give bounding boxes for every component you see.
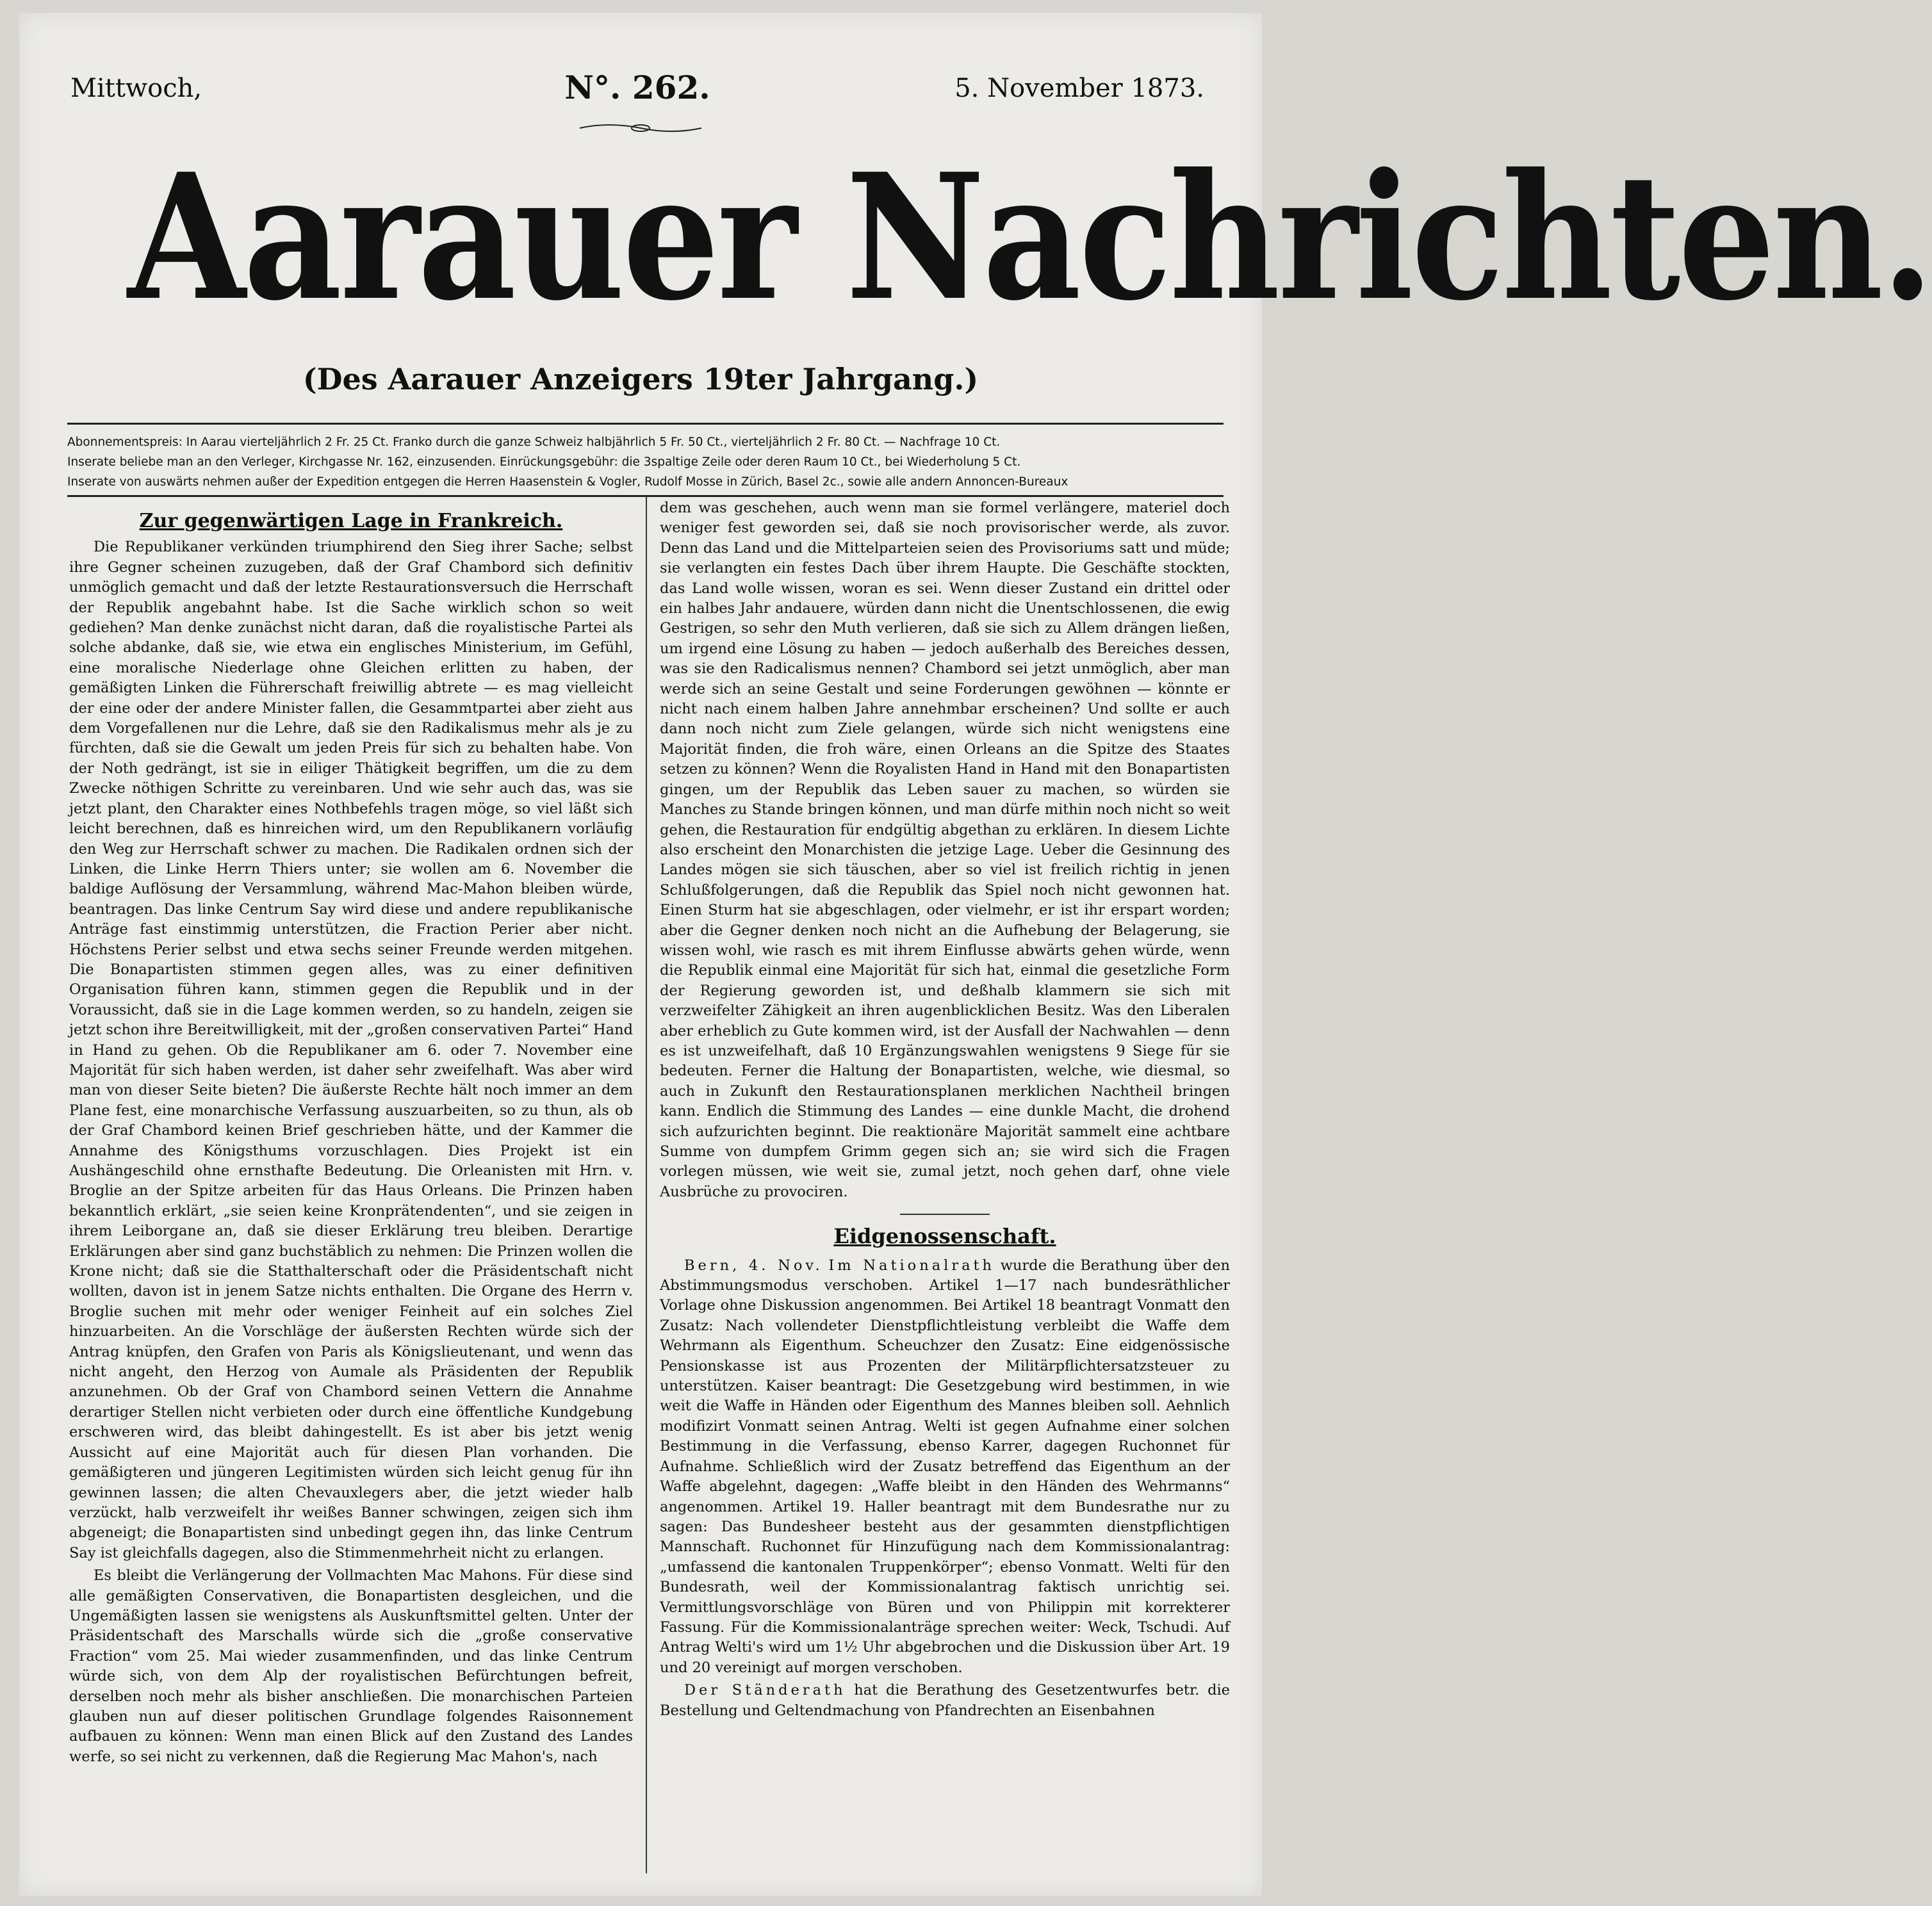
subscription-info	[67, 432, 1224, 492]
institution-name: Im Nationalrath	[828, 1257, 995, 1274]
issue-number: N°. 262.	[564, 69, 710, 106]
weekday: Mittwoch,	[70, 74, 202, 103]
dateline-place: Bern, 4. Nov.	[684, 1257, 823, 1274]
news-paragraph	[660, 1681, 1230, 1721]
section-divider	[900, 1214, 990, 1215]
dateline	[70, 69, 1204, 125]
news-text: wurde die Berathung über den Abstimmungsmodus verschoben. Artikel 1—17 nach bundesräthlicher Vorlage ohne Diskussion angenommen. Bei Artikel 18 beantragt Vonmatt den Zusatz: Nach vollendeter Dienstpflichtleistung verbleibt die Waffe dem Wehrmann als Eigenthum. Scheuchzer den Zusatz: Eine eidgenössische Pensionskasse ist aus Prozenten der Militärpflichtersatzsteuer zu unterstützen. Kaiser beantragt: Die Gesetzgebung wird bestimmen, in wie weit die Waffe in Händen oder Eigenthum des Mannes bleiben soll. Aehnlich modifizirt Vonmatt seinen Antrag. Welti ist gegen Aufnahme einer solchen Bestimmung in die Verfassung, ebenso Karrer, dagegen Ruchonnet für Aufnahme. Schließlich wird der Zusatz betreffend das Eigenthum an der Waffe abgelehnt, dagegen: „Waffe bleibt in den Händen des Wehrmanns“ angenommen. Artikel 19. Haller beantragt mit dem Bundesrathe nur zu sagen: Das Bundesheer besteht aus der gesammten dienstpflichtigen Mannschaft. Ruchonnet für Hinzufügung nach dem Kommissionalantrag: „umfassend die kantonalen Truppenkörper“; ebenso Vonmatt. Welti für den Bundesrath, weil der Kommissionalantrag faktisch unrichtig sei. Vermittlungsvorschläge von Büren und von Philippin mit korrekterer Fassung. Für die Kommissionalanträge sprechen weiter: Weck, Tschudi. Auf Antrag Welti's wird um 1½ Uhr abgebrochen und die Diskussion über Art. 19 und 20 vereinigt auf morgen verschoben.	[660, 1257, 1230, 1676]
institution-name: Der Ständerath	[684, 1682, 846, 1699]
masthead-subtitle: (Des Aarauer Anzeigers 19ter Jahrgang.)	[302, 362, 979, 396]
subscription-line: Inserate beliebe man an den Verleger, Kirchgasse Nr. 162, einzusenden. Einrückungsgebühr: die 3spaltige Zeile oder deren Raum 10 Ct., bei Wiederholung 5 Ct.	[67, 455, 1021, 469]
article-paragraph: dem was geschehen, auch wenn man sie formel verlängere, materiel doch weniger fest geworden sei, daß sie noch provisorischer werde, als zuvor. Denn das Land und die Mittelparteien seien des Provisoriums satt und müde; sie verlangten ein festes Dach über ihrem Haupte. Die Geschäfte stockten, das Land wolle wissen, woran es sei. Wenn dieser Zustand ein drittel oder ein halbes Jahr andauere, würden dann nicht die Unentschlossenen, die ewig Gestrigen, so sehr den Muth verlieren, daß sie sich zu Allem drängen ließen, um irgend eine Lösung zu haben — jedoch außerhalb des Bereiches dessen, was sie den Radicalismus nennen? Chambord sei jetzt unmöglich, aber man werde sich an seine Gestalt und seine Forderungen gewöhnen — könnte er nicht nach einem halben Jahre annehmbar erscheinen? Und sollte er auch dann noch nicht zum Ziele gelangen, würde sich nicht wenigstens eine Majorität finden, die froh wäre, einen Orleans an die Spitze des Staates setzen zu können? Wenn die Royalisten Hand in Hand mit den Bonapartisten gingen, um der Republik das Leben sauer zu machen, so würden sie Manches zu Stande bringen können, und man dürfe mithin noch nicht so weit gehen, die Restauration für endgültig abgethan zu erklären. In diesem Lichte also erscheint den Monarchisten die jetzige Lage. Ueber die Gesinnung des Landes mögen sie sich täuschen, aber so viel ist freilich richtig in jenen Schlußfolgerungen, daß die Republik das Spiel noch nicht gewonnen hat. Einen Sturm hat sie abgeschlagen, oder vielmehr, er ist ihr erspart worden; aber die Gegner denken noch nicht an die Aufhebung der Belagerung, sie wissen wohl, wie rasch es mit ihrem Einflusse abwärts gehen würde, wenn die Republik einmal eine Majorität für sich hat, einmal die gesetzliche Form der Regierung geworden ist, und deßhalb klammern sie sich mit verzweifelter Zähigkeit an ihren augenblicklichen Besitz. Was den Liberalen aber erheblich zu Gute kommen wird, ist der Ausfall der Nachwahlen — denn es ist unzweifelhaft, daß 10 Ergänzungswahlen wenigstens 9 Siege für sie bedeuten. Ferner die Haltung der Bonapartisten, welche, wie diesmal, so auch in Zukunft den Restaurationsplanen merklichen Nachtheil bringen kann. Endlich die Stimmung des Landes — eine dunkle Macht, die drohend sich aufzurichten beginnt. Die reaktionäre Majorität sammelt eine achtbare Summe von dumpfem Grimm gegen sich an; sie wird sich die Fragen vorlegen müssen, wie weit sie, zumal jetzt, noch gehen darf, ohne viele Ausbrüche zu provociren.	[660, 500, 1230, 1200]
subscription-line: Inserate von auswärts nehmen außer der Expedition entgegen die Herren Haasenstein & Vogler, Rudolf Mosse in Zürich, Basel 2c., sowie alle andern Annoncen-Bureaux	[67, 475, 1068, 489]
article-paragraph: Es bleibt die Verlängerung der Vollmachten Mac Mahons. Für diese sind alle gemäßigten Conservativen, die Bonapartisten desgleichen, und die Ungemäßigten lassen sie wenigstens als Auskunftsmittel gelten. Unter der Präsidentschaft des Marschalls würde sich die „große conservative Fraction“ vom 25. Mai wieder zusammenfinden, und das linke Centrum würde sich, von dem Alp der royalistischen Befürchtungen befreit, derselben noch mehr als bisher anschließen. Die monarchischen Parteien glauben nun auf dieser politischen Grundlage folgendes Raisonnement aufbauen zu können: Wenn man einen Blick auf den Zustand des Landes werfe, so sei nicht zu verkennen, daß die Regierung Mac Mahon's, nach	[69, 1567, 633, 1765]
news-paragraph	[660, 1256, 1230, 1679]
left-column	[69, 506, 633, 1770]
newspaper-page	[19, 13, 1932, 1896]
issue-date: 5. November 1873.	[954, 74, 1204, 103]
column-divider	[646, 496, 647, 1873]
section-heading: Eidgenossenschaft.	[833, 1224, 1056, 1249]
news-text: hat die Berathung des Gesetzentwurfes betr. die Bestellung und Geltendmachung von Pfandrechten an Eisenbahnen	[660, 1682, 1230, 1719]
header-rule-top	[67, 423, 1224, 425]
article-paragraph: Die Republikaner verkünden triumphirend den Sieg ihrer Sache; selbst ihre Gegner scheinen zuzugeben, daß der Graf Chambord sich definitiv unmöglich gemacht und daß der letzte Restaurationsversuch die Herrschaft der Republik angebahnt habe. Ist die Sache wirklich schon so weit gediehen? Man denke zunächst nicht daran, daß die royalistische Partei als solche abdanke, daß sie, wie etwa ein englisches Ministerium, im Gefühl, eine moralische Niederlage ohne Gleichen erlitten zu haben, der gemäßigten Linken die Führerschaft freiwillig abtrete — es mag vielleicht der eine oder der andere Minister fallen, die Gesammtpartei aber zieht aus dem Vorgefallenen nur die Lehre, daß sie den Radikalismus mehr als je zu fürchten, daß sie die Gewalt um jeden Preis für sich zu behalten habe. Von der Noth gedrängt, ist sie in eiliger Thätigkeit begriffen, um die zu dem Zwecke nöthigen Schritte zu vereinbaren. Und wie sehr auch das, was sie jetzt plant, den Charakter eines Nothbefehls tragen möge, so viel läßt sich leicht berechnen, daß es hinreichen wird, um den Republikanern vorläufig den Weg zur Herrschaft schwer zu machen. Die Radikalen ordnen sich der Linken, die Linke Herrn Thiers unter; sie wollen am 6. November die baldige Auflösung der Versammlung, während Mac-Mahon bleiben würde, beantragen. Das linke Centrum Say wird diese und andere republikanische Anträge fast einstimmig unterstützen, die Fraction Perier aber nicht. Höchstens Perier selbst und etwa sechs seiner Freunde werden mitgehen. Die Bonapartisten stimmen gegen alles, was zu einer definitiven Organisation führen kann, stimmen gegen die Republik und in der Voraussicht, daß sie in die Lage kommen werden, so zu handeln, zeigen sie jetzt schon ihre Bereitwilligkeit, mit der „großen conservativen Partei“ Hand in Hand zu gehen. Ob die Republikaner am 6. oder 7. November eine Majorität für sich haben werden, ist daher sehr zweifelhaft. Was aber wird man von dieser Seite bieten? Die äußerste Rechte hält noch immer an dem Plane fest, eine monarchische Verfassung auszuarbeiten, so zu thun, als ob der Graf Chambord keinen Brief geschrieben hätte, und der Kammer die Annahme des Königsthums vorzuschlagen. Dies Projekt ist ein Aushängeschild ohne ernsthafte Bedeutung. Die Orleanisten mit Hrn. v. Broglie an der Spitze arbeiten für das Haus Orleans. Die Prinzen haben bekanntlich erklärt, „sie seien keine Kronprätendenten“, und sie zeigen in ihrem Leiborgane an, daß sie dieser Erklärung treu bleiben. Derartige Erklärungen aber sind ganz buchstäblich zu nehmen: Die Prinzen wollen die Krone nicht; daß sie die Statthalterschaft oder die Präsidentschaft nicht wollten, davon ist in jenem Satze nichts enthalten. Die Organe des Herrn v. Broglie suchen mit mehr oder weniger Feinheit auf ein solches Ziel hinzuarbeiten. An die Vorschläge der äußersten Rechten würde sich der Antrag knüpfen, den Grafen von Paris als Königslieutenant, und wenn das nicht angeht, den Herzog von Aumale als Präsidenten der Republik anzunehmen. Ob der Graf von Chambord seinen Vettern die Annahme derartiger Stellen nicht verbieten oder durch eine öffentliche Kundgebung erschweren wird, das bleibt dahingestellt. Es ist aber bis jetzt wenig Aussicht auf eine Majorität auch für diesen Plan vorhanden. Die gemäßigteren und jüngeren Legitimisten würden sich leicht genug für ihn gewinnen lassen; die alten Chevauxlegers aber, die jetzt wieder halb verzückt, halb verzweifelt ihr weißes Banner schwingen, zeigen sich ihm abgeneigt; die Bonapartisten sind unbedingt gegen ihn, das linke Centrum Say ist gleichfalls dagegen, also die Stimmenmehrheit nicht zu erlangen.	[69, 539, 633, 1561]
article-heading: Zur gegenwärtigen Lage in Frankreich.	[139, 510, 563, 532]
ornament-flourish	[577, 122, 705, 134]
masthead-title: Aarauer Nachrichten.	[127, 135, 1932, 339]
right-column	[660, 498, 1230, 1723]
subscription-line: Abonnementspreis: In Aarau vierteljährlich 2 Fr. 25 Ct. Franko durch die ganze Schweiz halbjährlich 5 Fr. 50 Ct., vierteljährlich 2 Fr. 80 Ct. — Nachfrage 10 Ct.	[67, 436, 1001, 449]
